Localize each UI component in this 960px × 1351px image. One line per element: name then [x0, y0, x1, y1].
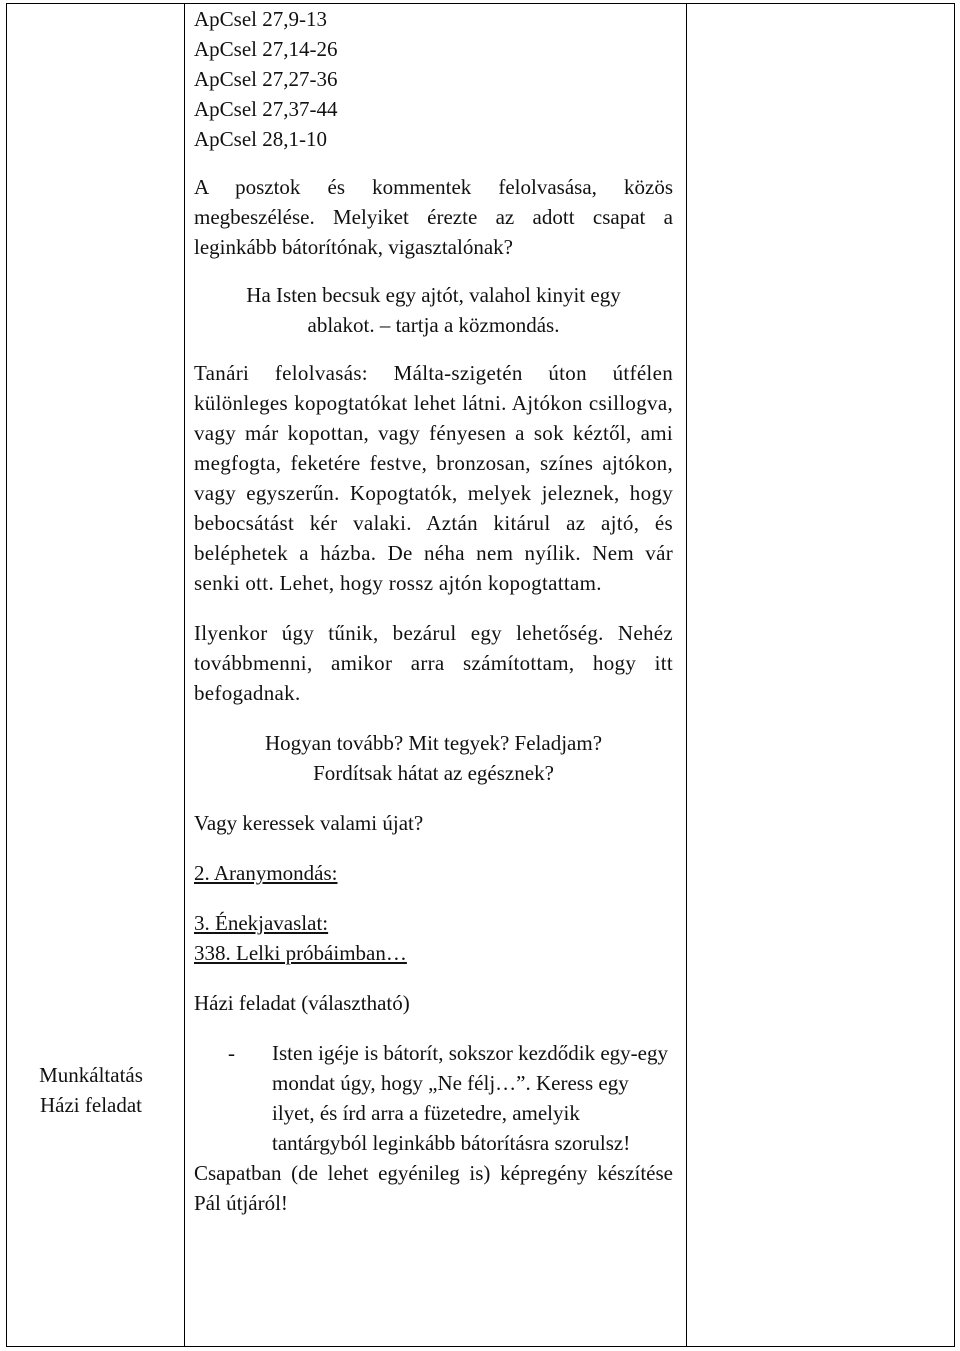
section-enekjavaslat: 3. Énekjavaslat: [194, 911, 329, 935]
table-border-right [954, 3, 955, 1347]
reference-1: ApCsel 27,9-13 [194, 7, 327, 31]
main-content [194, 4, 673, 1218]
teacher-reading-paragraph: Tanári felolvasás: Málta-szigetén úton útfélen különleges kopogtatókat lehet látni. Ajtókon csillogva, vagy már kopottan, vagy fényesen a sok kéztől, ami megfogta, feketére festve, bronzosan, színes ajtókon, vagy egyszerűn. Kopogtatók, melyek jeleznek, hogy bebocsátást kér valaki. Aztán kitárul az ajtó, és beléphetek a házba. De néha nem nyílik. Nem vár senki ott. Lehet, hogy rossz ajtón kopogtattam. [194, 361, 673, 595]
proverb-line-2: ablakot. – tartja a közmondás. [307, 313, 560, 337]
reference-4: ApCsel 27,37-44 [194, 97, 338, 121]
homework-item-text: Isten igéje is bátorít, sokszor kezdődik egy-egy mondat úgy, hogy „Ne félj…”. Keress egy ilyet, és írd arra a füzetedre, amelyik tantárgyból leginkább bátorításra szorulsz! [272, 1041, 668, 1155]
left-column [6, 1060, 176, 1120]
question-line-1: Hogyan tovább? Mit tegyek? Feladjam? [264, 731, 603, 755]
list-dash: - [228, 1041, 235, 1065]
reference-5: ApCsel 28,1-10 [194, 127, 327, 151]
left-label-hazi-feladat: Házi feladat [39, 1093, 143, 1117]
table-bottom-border [6, 1346, 955, 1347]
homework-list-item [228, 1038, 673, 1158]
reflection-paragraph: Ilyenkor úgy tűnik, bezárul egy lehetőség. Nehéz továbbmenni, amikor arra számítottam, hogy itt befogadnak. [194, 621, 673, 705]
reference-2: ApCsel 27,14-26 [194, 37, 338, 61]
table-border-col2 [686, 3, 687, 1347]
discussion-paragraph: A posztok és kommentek felolvasása, közös megbeszélése. Melyiket érezte az adott csapat a leginkább bátorítónak, vigasztalónak? [194, 175, 673, 259]
table-border-left [6, 3, 7, 1347]
reference-3: ApCsel 27,27-36 [194, 67, 338, 91]
homework-title: Házi feladat (választható) [194, 991, 410, 1015]
homework-extra: Csapatban (de lehet egyénileg is) képregény készítése Pál útjáról! [194, 1161, 673, 1215]
section-aranymondas: 2. Aranymondás: [194, 861, 338, 885]
table-border-col1 [184, 3, 185, 1347]
question-line-3: Vagy keressek valami újat? [194, 811, 424, 835]
song-title: 338. Lelki próbáimban… [194, 941, 407, 965]
proverb-line-1: Ha Isten becsuk egy ajtót, valahol kinyit egy [246, 283, 621, 307]
left-label-munkaltatas: Munkáltatás [39, 1063, 143, 1087]
question-line-2: Fordítsak hátat az egésznek? [313, 761, 554, 785]
